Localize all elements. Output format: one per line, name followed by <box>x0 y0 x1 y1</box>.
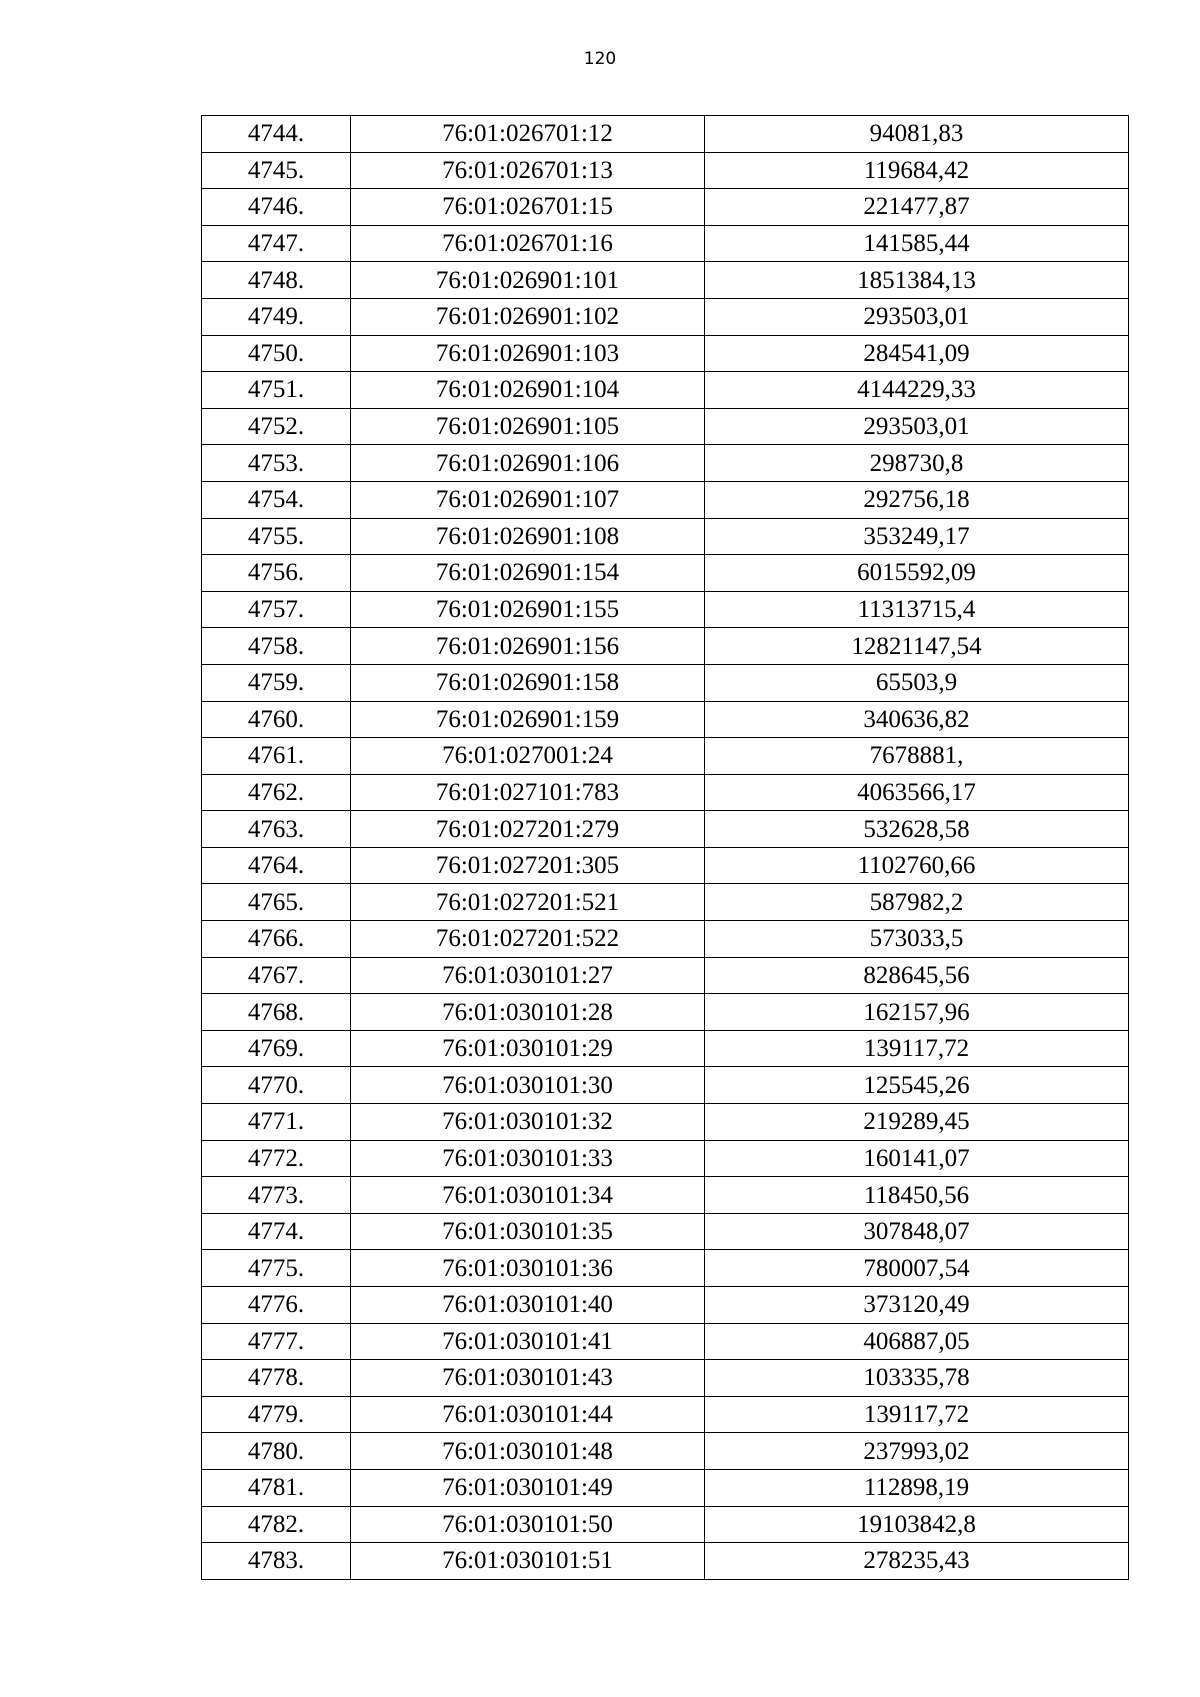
cadastral-number-cell: 76:01:030101:49 <box>351 1469 705 1506</box>
row-number-cell: 4753. <box>202 445 351 482</box>
cadastral-number-cell: 76:01:030101:27 <box>351 957 705 994</box>
row-number-cell: 4776. <box>202 1287 351 1324</box>
cadastral-value-cell: 94081,83 <box>705 116 1129 153</box>
row-number-cell: 4750. <box>202 335 351 372</box>
cadastral-value-cell: 1851384,13 <box>705 262 1129 299</box>
cadastral-value-cell: 373120,49 <box>705 1287 1129 1324</box>
cadastral-value-cell: 353249,17 <box>705 518 1129 555</box>
table-row <box>202 1067 1129 1104</box>
cadastral-number-cell: 76:01:026901:108 <box>351 518 705 555</box>
table-row <box>202 628 1129 665</box>
row-number-cell: 4761. <box>202 738 351 775</box>
cadastral-number-cell: 76:01:026701:12 <box>351 116 705 153</box>
cadastral-number-cell: 76:01:030101:40 <box>351 1287 705 1324</box>
row-number-cell: 4767. <box>202 957 351 994</box>
cadastral-value-cell: 12821147,54 <box>705 628 1129 665</box>
cadastral-number-cell: 76:01:030101:33 <box>351 1140 705 1177</box>
cadastral-value-cell: 118450,56 <box>705 1177 1129 1214</box>
table-row <box>202 518 1129 555</box>
cadastral-number-cell: 76:01:026901:103 <box>351 335 705 372</box>
cadastral-value-cell: 6015592,09 <box>705 555 1129 592</box>
cadastral-number-cell: 76:01:030101:32 <box>351 1104 705 1141</box>
cadastral-number-cell: 76:01:026701:16 <box>351 225 705 262</box>
row-number-cell: 4754. <box>202 481 351 518</box>
table-row <box>202 481 1129 518</box>
cadastral-number-cell: 76:01:030101:43 <box>351 1360 705 1397</box>
table-row <box>202 1433 1129 1470</box>
cadastral-number-cell: 76:01:026901:106 <box>351 445 705 482</box>
row-number-cell: 4763. <box>202 811 351 848</box>
row-number-cell: 4768. <box>202 994 351 1031</box>
row-number-cell: 4779. <box>202 1396 351 1433</box>
cadastral-value-cell: 160141,07 <box>705 1140 1129 1177</box>
row-number-cell: 4751. <box>202 372 351 409</box>
cadastral-value-cell: 11313715,4 <box>705 591 1129 628</box>
cadastral-number-cell: 76:01:026901:155 <box>351 591 705 628</box>
table-body <box>202 116 1129 1580</box>
row-number-cell: 4775. <box>202 1250 351 1287</box>
cadastral-number-cell: 76:01:027201:522 <box>351 921 705 958</box>
cadastral-value-cell: 292756,18 <box>705 481 1129 518</box>
cadastral-value-cell: 237993,02 <box>705 1433 1129 1470</box>
table-row <box>202 116 1129 153</box>
row-number-cell: 4778. <box>202 1360 351 1397</box>
cadastral-number-cell: 76:01:026701:15 <box>351 189 705 226</box>
cadastral-number-cell: 76:01:030101:30 <box>351 1067 705 1104</box>
cadastral-number-cell: 76:01:026901:101 <box>351 262 705 299</box>
row-number-cell: 4755. <box>202 518 351 555</box>
cadastral-value-cell: 284541,09 <box>705 335 1129 372</box>
cadastral-value-cell: 4063566,17 <box>705 774 1129 811</box>
table-row <box>202 591 1129 628</box>
row-number-cell: 4765. <box>202 884 351 921</box>
row-number-cell: 4764. <box>202 847 351 884</box>
table-row <box>202 738 1129 775</box>
cadastral-value-cell: 293503,01 <box>705 298 1129 335</box>
cadastral-value-cell: 7678881, <box>705 738 1129 775</box>
row-number-cell: 4759. <box>202 664 351 701</box>
cadastral-value-cell: 573033,5 <box>705 921 1129 958</box>
table-row <box>202 1177 1129 1214</box>
row-number-cell: 4752. <box>202 408 351 445</box>
row-number-cell: 4766. <box>202 921 351 958</box>
cadastral-number-cell: 76:01:030101:28 <box>351 994 705 1031</box>
table-row <box>202 1104 1129 1141</box>
row-number-cell: 4773. <box>202 1177 351 1214</box>
cadastral-value-cell: 307848,07 <box>705 1213 1129 1250</box>
table-row <box>202 298 1129 335</box>
cadastral-value-table <box>201 115 1129 1580</box>
cadastral-value-cell: 112898,19 <box>705 1469 1129 1506</box>
table-row <box>202 335 1129 372</box>
table-row <box>202 372 1129 409</box>
table-row <box>202 1323 1129 1360</box>
cadastral-value-cell: 587982,2 <box>705 884 1129 921</box>
table-row <box>202 1213 1129 1250</box>
cadastral-number-cell: 76:01:027101:783 <box>351 774 705 811</box>
row-number-cell: 4760. <box>202 701 351 738</box>
table-row <box>202 774 1129 811</box>
cadastral-number-cell: 76:01:030101:29 <box>351 1030 705 1067</box>
cadastral-number-cell: 76:01:030101:48 <box>351 1433 705 1470</box>
cadastral-value-cell: 340636,82 <box>705 701 1129 738</box>
table-row <box>202 884 1129 921</box>
row-number-cell: 4745. <box>202 152 351 189</box>
cadastral-number-cell: 76:01:030101:34 <box>351 1177 705 1214</box>
table-row <box>202 262 1129 299</box>
cadastral-value-cell: 221477,87 <box>705 189 1129 226</box>
cadastral-number-cell: 76:01:027001:24 <box>351 738 705 775</box>
page-number: 120 <box>583 49 617 69</box>
cadastral-value-cell: 406887,05 <box>705 1323 1129 1360</box>
cadastral-number-cell: 76:01:026901:158 <box>351 664 705 701</box>
cadastral-value-cell: 780007,54 <box>705 1250 1129 1287</box>
cadastral-value-cell: 139117,72 <box>705 1396 1129 1433</box>
cadastral-value-cell: 1102760,66 <box>705 847 1129 884</box>
table-row <box>202 1506 1129 1543</box>
cadastral-value-cell: 4144229,33 <box>705 372 1129 409</box>
row-number-cell: 4757. <box>202 591 351 628</box>
row-number-cell: 4746. <box>202 189 351 226</box>
table-row <box>202 1250 1129 1287</box>
row-number-cell: 4756. <box>202 555 351 592</box>
cadastral-value-cell: 219289,45 <box>705 1104 1129 1141</box>
cadastral-value-cell: 19103842,8 <box>705 1506 1129 1543</box>
table-row <box>202 445 1129 482</box>
cadastral-number-cell: 76:01:026901:154 <box>351 555 705 592</box>
row-number-cell: 4744. <box>202 116 351 153</box>
row-number-cell: 4748. <box>202 262 351 299</box>
cadastral-number-cell: 76:01:030101:36 <box>351 1250 705 1287</box>
table-row <box>202 189 1129 226</box>
table-row <box>202 1543 1129 1580</box>
cadastral-number-cell: 76:01:030101:41 <box>351 1323 705 1360</box>
row-number-cell: 4758. <box>202 628 351 665</box>
table-row <box>202 994 1129 1031</box>
cadastral-value-cell: 828645,56 <box>705 957 1129 994</box>
cadastral-number-cell: 76:01:026901:105 <box>351 408 705 445</box>
cadastral-value-cell: 141585,44 <box>705 225 1129 262</box>
cadastral-value-cell: 162157,96 <box>705 994 1129 1031</box>
cadastral-number-cell: 76:01:026901:107 <box>351 481 705 518</box>
cadastral-value-cell: 278235,43 <box>705 1543 1129 1580</box>
table-row <box>202 1396 1129 1433</box>
table-row <box>202 225 1129 262</box>
cadastral-number-cell: 76:01:030101:35 <box>351 1213 705 1250</box>
cadastral-number-cell: 76:01:026901:156 <box>351 628 705 665</box>
cadastral-number-cell: 76:01:026901:104 <box>351 372 705 409</box>
cadastral-value-cell: 532628,58 <box>705 811 1129 848</box>
table-row <box>202 847 1129 884</box>
table-row <box>202 1030 1129 1067</box>
row-number-cell: 4749. <box>202 298 351 335</box>
row-number-cell: 4780. <box>202 1433 351 1470</box>
table-row <box>202 1287 1129 1324</box>
cadastral-number-cell: 76:01:027201:305 <box>351 847 705 884</box>
cadastral-number-cell: 76:01:027201:521 <box>351 884 705 921</box>
row-number-cell: 4770. <box>202 1067 351 1104</box>
table-row <box>202 555 1129 592</box>
row-number-cell: 4777. <box>202 1323 351 1360</box>
row-number-cell: 4772. <box>202 1140 351 1177</box>
table-row <box>202 921 1129 958</box>
table-row <box>202 408 1129 445</box>
cadastral-number-cell: 76:01:030101:51 <box>351 1543 705 1580</box>
table-row <box>202 701 1129 738</box>
cadastral-value-cell: 125545,26 <box>705 1067 1129 1104</box>
cadastral-number-cell: 76:01:026701:13 <box>351 152 705 189</box>
cadastral-number-cell: 76:01:026901:102 <box>351 298 705 335</box>
table-row <box>202 957 1129 994</box>
table-row <box>202 152 1129 189</box>
row-number-cell: 4783. <box>202 1543 351 1580</box>
row-number-cell: 4774. <box>202 1213 351 1250</box>
cadastral-value-cell: 103335,78 <box>705 1360 1129 1397</box>
table-row <box>202 811 1129 848</box>
cadastral-number-cell: 76:01:030101:44 <box>351 1396 705 1433</box>
cadastral-number-cell: 76:01:030101:50 <box>351 1506 705 1543</box>
row-number-cell: 4769. <box>202 1030 351 1067</box>
cadastral-value-cell: 293503,01 <box>705 408 1129 445</box>
cadastral-value-cell: 65503,9 <box>705 664 1129 701</box>
cadastral-value-cell: 119684,42 <box>705 152 1129 189</box>
cadastral-number-cell: 76:01:026901:159 <box>351 701 705 738</box>
row-number-cell: 4762. <box>202 774 351 811</box>
table-row <box>202 664 1129 701</box>
cadastral-value-cell: 139117,72 <box>705 1030 1129 1067</box>
cadastral-number-cell: 76:01:027201:279 <box>351 811 705 848</box>
table-row <box>202 1469 1129 1506</box>
row-number-cell: 4747. <box>202 225 351 262</box>
table-row <box>202 1140 1129 1177</box>
table-row <box>202 1360 1129 1397</box>
row-number-cell: 4781. <box>202 1469 351 1506</box>
row-number-cell: 4771. <box>202 1104 351 1141</box>
cadastral-value-cell: 298730,8 <box>705 445 1129 482</box>
row-number-cell: 4782. <box>202 1506 351 1543</box>
